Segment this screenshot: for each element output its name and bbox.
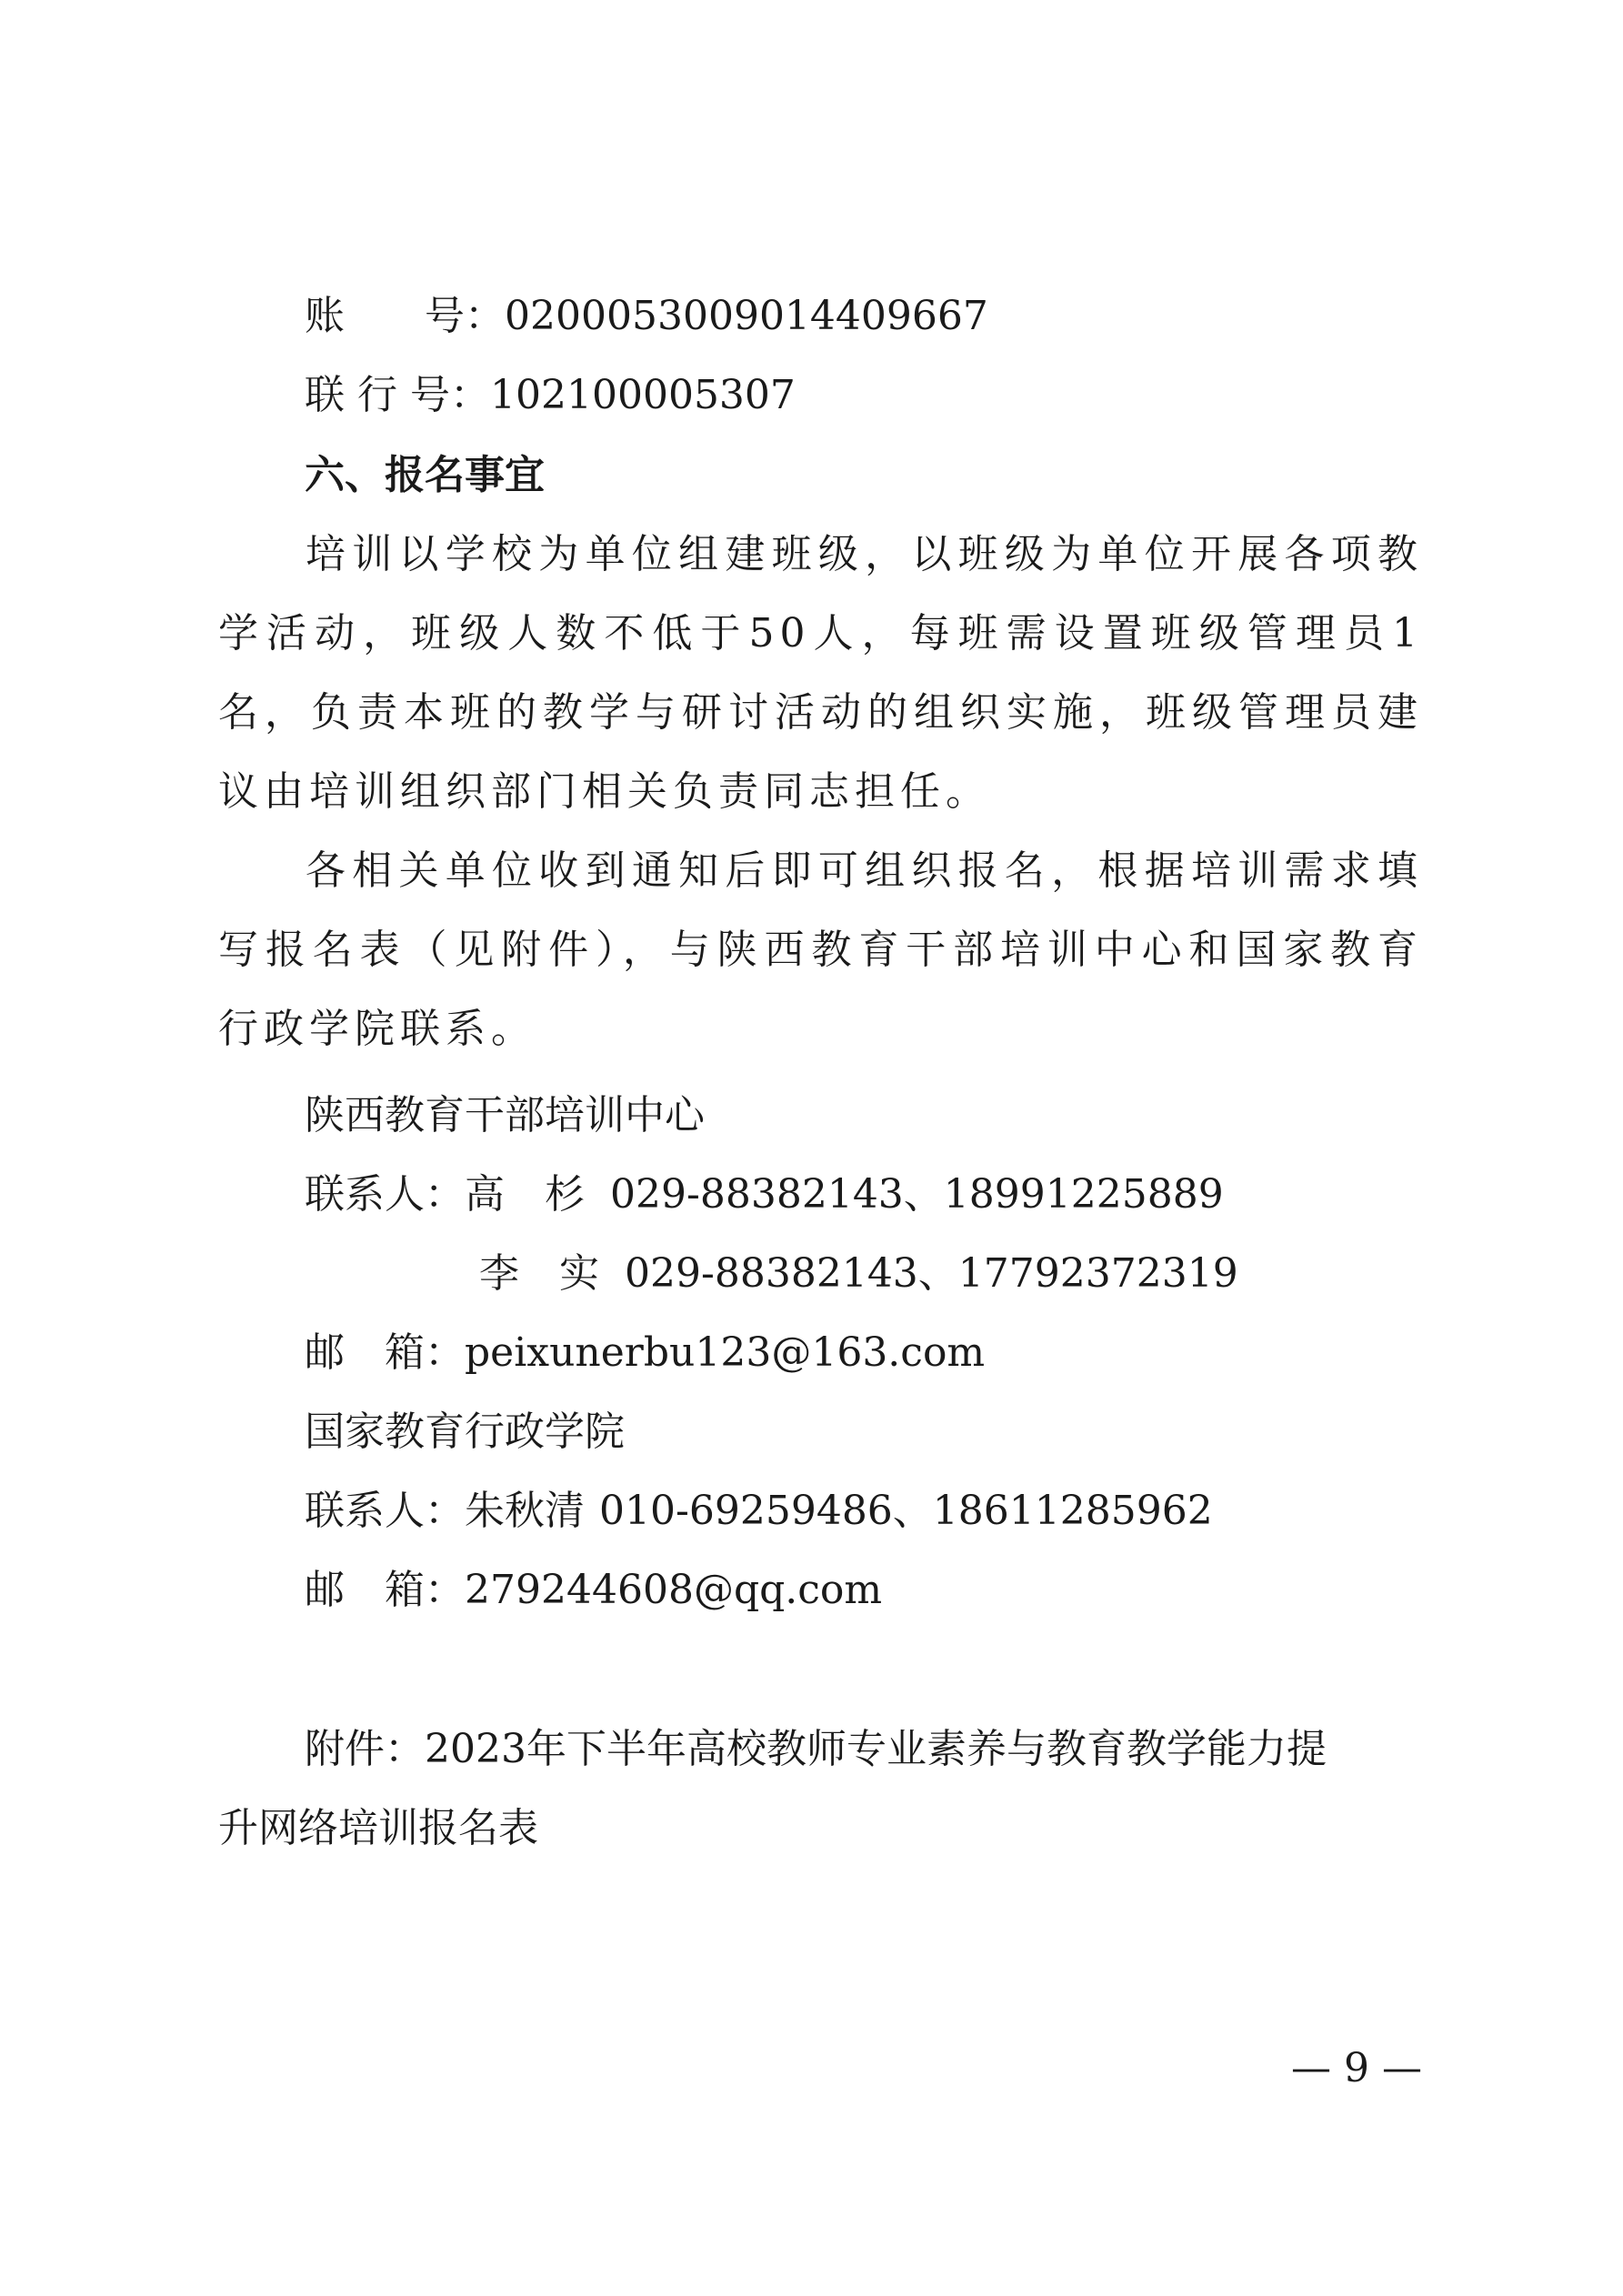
section-heading: 六、报名事宜 — [305, 452, 545, 498]
bank-code-label: 联 行 号： — [305, 372, 490, 418]
academy-email-label: 邮 箱： — [305, 1567, 465, 1613]
academy-contact-phone: 010-69259486、18611285962 — [599, 1488, 1213, 1534]
attachment-line-2: 升网络培训报名表 — [218, 1805, 538, 1851]
shaanxi-contact-label: 联系人： — [305, 1171, 465, 1218]
academy-contact-line — [305, 1484, 1213, 1539]
academy-email: 279244608@qq.com — [465, 1567, 883, 1613]
account-line — [305, 289, 988, 344]
attachment-line-1: 附件：2023年下半年高校教师专业素养与教育教学能力提 — [305, 1726, 1327, 1772]
shaanxi-contact-line-1 — [305, 1168, 1224, 1222]
shaanxi-email-line — [305, 1326, 985, 1380]
account-label: 账 号： — [305, 293, 505, 339]
page-number: — 9 — — [1291, 2045, 1422, 2091]
shaanxi-contact1-phone: 029-88382143、18991225889 — [610, 1171, 1224, 1218]
shaanxi-contact1-name: 高 杉 — [465, 1171, 585, 1218]
account-value: 0200053009014409667 — [505, 293, 988, 339]
shaanxi-email: peixunerbu123@163.com — [465, 1329, 986, 1376]
paragraph-contact: 各相关单位收到通知后即可组织报名，根据培训需求填写报名表（见附件），与陕西教育干部培训中心和国家教育行政学院联系。 — [218, 847, 1423, 1052]
shaanxi-contact2-name: 李 实 — [479, 1250, 599, 1297]
shaanxi-contact2-phone: 029-88382143、17792372319 — [625, 1250, 1238, 1297]
academy-contact-label: 联系人： — [305, 1488, 465, 1534]
shaanxi-contact-line-2 — [479, 1247, 1238, 1301]
paragraph-registration: 培训以学校为单位组建班级，以班级为单位开展各项教学活动，班级人数不低于50人，每班需设置班级管理员1名，负责本班的教学与研讨活动的组织实施，班级管理员建议由培训组织部门相关负责同志担任。 — [218, 531, 1423, 815]
shaanxi-center-name: 陕西教育干部培训中心 — [305, 1092, 705, 1138]
bank-code-line — [305, 368, 796, 423]
bank-code-value: 102100005307 — [489, 372, 796, 418]
shaanxi-email-label: 邮 箱： — [305, 1329, 465, 1376]
academy-email-line — [305, 1563, 882, 1618]
academy-name: 国家教育行政学院 — [305, 1409, 625, 1455]
academy-contact-name: 朱秋清 — [465, 1488, 585, 1534]
